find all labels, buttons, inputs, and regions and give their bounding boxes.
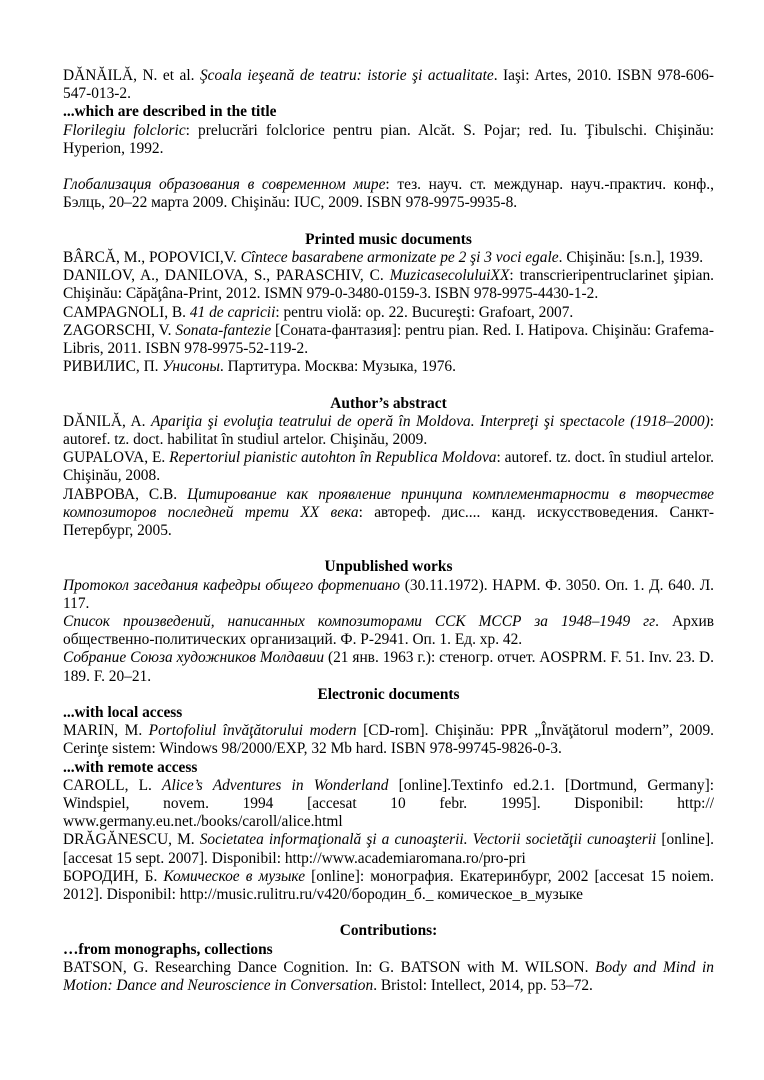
body-text: DANILOV, A., DANILOVA, S., PARASCHIV, C. <box>63 267 390 285</box>
reference-entry <box>63 449 714 485</box>
body-text: Contributions: <box>339 922 438 940</box>
title-italic-text: MuzicasecoluluiXX <box>389 267 510 285</box>
section-heading <box>63 395 714 413</box>
body-text: . Архив общественно-политических организаций. Ф. Р-2941. Оп. 1. Ед. хр. 42. <box>63 613 714 649</box>
title-italic-text: Цитирование как проявление принципа комплементарности в творчестве композиторов последней трети XX века <box>63 485 714 521</box>
body-text: : prelucrări folclorice pentru pian. Alcăt. S. Pojar; red. Iu. Ţibulschi. Chişinău: Hyperion, 1992. <box>63 121 715 157</box>
body-text: [online]. [accesat 15 sept. 2007]. Disponibil: http://www.academiaromana.ro/pro-pri <box>63 831 714 867</box>
body-text: Printed music documents <box>305 230 472 248</box>
body-text: : autoref. tz. doct. în studiul artelor. Chişinău, 2008. <box>63 449 714 485</box>
body-text: : автореф. дис.... канд. искусствоведения. Санкт-Петербург, 2005. <box>63 503 714 540</box>
body-text: . Chişinău: [s.n.], 1939. <box>558 249 704 266</box>
title-italic-text: Собрание Союза художников Молдавии <box>63 649 325 667</box>
title-italic-text: Societatea informaţională şi a cunoaşterii. Vectorii societăţii cunoaşterii <box>199 831 657 849</box>
body-text: : autoref. tz. doct. habilitat în studiul artelor. Chişinău, 2009. <box>63 412 714 449</box>
paragraph-spacer <box>63 904 714 922</box>
body-text: . Партитура. Москва: Музыка, 1976. <box>219 358 456 376</box>
subsection-heading <box>63 941 714 959</box>
section-heading <box>63 231 714 249</box>
body-text: CAMPAGNOLI, B. <box>63 303 190 321</box>
reference-entry <box>63 486 714 541</box>
body-text: DRĂGĂNESCU, M. <box>63 831 200 849</box>
body-text: БОРОДИН, Б. <box>63 867 164 885</box>
reference-entry <box>63 613 714 649</box>
reference-entry <box>63 413 714 449</box>
title-italic-text: 41 de capricii <box>189 303 276 321</box>
body-text: MARIN, M. <box>63 722 149 740</box>
reference-entry <box>63 577 714 613</box>
body-text: РИВИЛИС, П. <box>63 358 163 376</box>
body-text: …from monographs, collections <box>63 940 273 958</box>
subsection-heading <box>63 704 714 722</box>
reference-entry <box>63 831 714 867</box>
title-italic-text: Şcoala ieşeană de teatru: istorie şi actualitate <box>199 67 494 84</box>
body-text: ЛАВРОВА, С.В. <box>63 485 188 503</box>
paragraph-spacer <box>63 213 714 231</box>
reference-entry <box>63 267 714 303</box>
body-text: (21 янв. 1963 г.): стеногр. отчет. AOSPRM. F. 51. Inv. 23. D. 189. F. 20–21. <box>63 649 714 685</box>
paragraph-spacer <box>63 376 714 394</box>
body-text: ...which are described in the title <box>63 103 277 121</box>
body-text: : transcrieripentruclarinet şipian. Chişinău: Căpăţâna-Print, 2012. ISMN 979-0-3480-0159-3. ISBN 978-9975-4430-1-2. <box>63 267 714 303</box>
body-text: Electronic documents <box>317 685 460 703</box>
body-text: BÂRCĂ, M., POPOVICI,V. <box>63 249 241 266</box>
title-italic-text: Протокол заседания кафедры общего фортепиано <box>63 576 401 594</box>
title-italic-text: Portofoliul învăţătorului modern <box>148 722 357 740</box>
reference-entry <box>63 304 714 322</box>
section-heading <box>63 922 714 940</box>
reference-entry <box>63 358 714 376</box>
body-text: ZAGORSCHI, V. <box>63 321 176 339</box>
body-text: [CD-rom]. Chişinău: PPR „Învăţătorul modern”, 2009. Cerinţe sistem: Windows 98/2000/EXP, 32 Mb hard. ISBN 978-99745-9826-0-3. <box>63 722 714 758</box>
title-italic-text: Body and Mind in Motion: Dance and Neuroscience in Conversation <box>63 958 714 995</box>
body-text: DĂNĂILĂ, N. et al. <box>63 67 200 84</box>
body-text: (30.11.1972). НАРМ. Ф. 3050. Оп. 1. Д. 640. Л. 117. <box>63 576 714 612</box>
section-heading <box>63 558 714 576</box>
title-italic-text: Глобализация образования в современном мире <box>63 176 386 194</box>
reference-entry <box>63 176 714 212</box>
body-text: DĂNILĂ, A. <box>63 412 151 430</box>
title-italic-text: Florilegiu folcloric <box>63 121 186 139</box>
body-text: . Iaşi: Artes, 2010. ISBN 978-606-547-013-2. <box>63 67 714 103</box>
title-italic-text: Список произведений, написанных композиторами ССК МССР за 1948–1949 гг <box>63 613 656 631</box>
body-text: BATSON, G. Researching Dance Cognition. In: G. BATSON with M. WILSON. <box>63 958 596 976</box>
reference-entry <box>63 722 714 758</box>
reference-entry <box>63 959 714 995</box>
title-italic-text: Repertoriul pianistic autohton în Republica Moldova <box>169 449 497 467</box>
title-italic-text: Sonata-fantezie <box>175 321 272 339</box>
body-text: [online]: монография. Екатеринбург, 2002 [accesat 15 noiem. 2012]. Disponibil: http://music.rulitru.ru/v420/бородин_б._ комическое_в_музыке <box>63 867 715 904</box>
title-italic-text: Cîntece basarabene armonizate pe 2 şi 3 voci egale <box>240 249 559 266</box>
reference-entry <box>63 249 714 267</box>
subsection-heading <box>63 103 714 121</box>
title-italic-text: Alice’s Adventures in Wonderland <box>162 776 389 794</box>
body-text: Author’s abstract <box>330 394 447 412</box>
body-text: Unpublished works <box>324 558 453 576</box>
paragraph-spacer <box>63 158 714 176</box>
reference-entry <box>63 322 714 358</box>
reference-entry <box>63 868 714 904</box>
body-text: . Bristol: Intellect, 2014, pp. 53–72. <box>373 977 593 995</box>
reference-entry <box>63 777 714 832</box>
body-text: [online].Textinfo ed.2.1. [Dortmund, Germany]: Windspiel, novem. 1994 [accesat 10 febr. 1995]. Disponibil: http://​www.germany.eu.net./books/caroll/alice.html <box>63 776 714 831</box>
body-text: ...with local access <box>63 704 183 722</box>
reference-entry <box>63 122 714 158</box>
body-text: CAROLL, L. <box>63 776 163 794</box>
section-heading <box>63 686 714 704</box>
paragraph-spacer <box>63 540 714 558</box>
reference-entry <box>63 649 714 685</box>
body-text: ...with remote access <box>63 758 198 776</box>
body-text: : тез. науч. ст. междунар. науч.-практич. конф., Бэлць, 20–22 марта 2009. Chişinău: IUC, 2009. ISBN 978-9975-9935-8. <box>63 176 714 212</box>
title-italic-text: Комическое в музыке <box>163 867 306 885</box>
body-text: : pentru violă: op. 22. Bucureşti: Grafoart, 2007. <box>275 303 574 321</box>
body-text: [Соната-фантазия]: pentru pian. Red. I. Hatipova. Chişinău: Grafema-Libris, 2011. ISBN 978-9975-52-119-2. <box>63 321 714 358</box>
reference-entry <box>63 67 714 103</box>
title-italic-text: Унисоны <box>162 358 220 376</box>
body-text: GUPALOVA, E. <box>63 449 170 467</box>
subsection-heading <box>63 759 714 777</box>
title-italic-text: Apariţia şi evoluţia teatrului de operă în Moldova. Interpreţi şi spectacole (1918–2000) <box>150 412 710 430</box>
